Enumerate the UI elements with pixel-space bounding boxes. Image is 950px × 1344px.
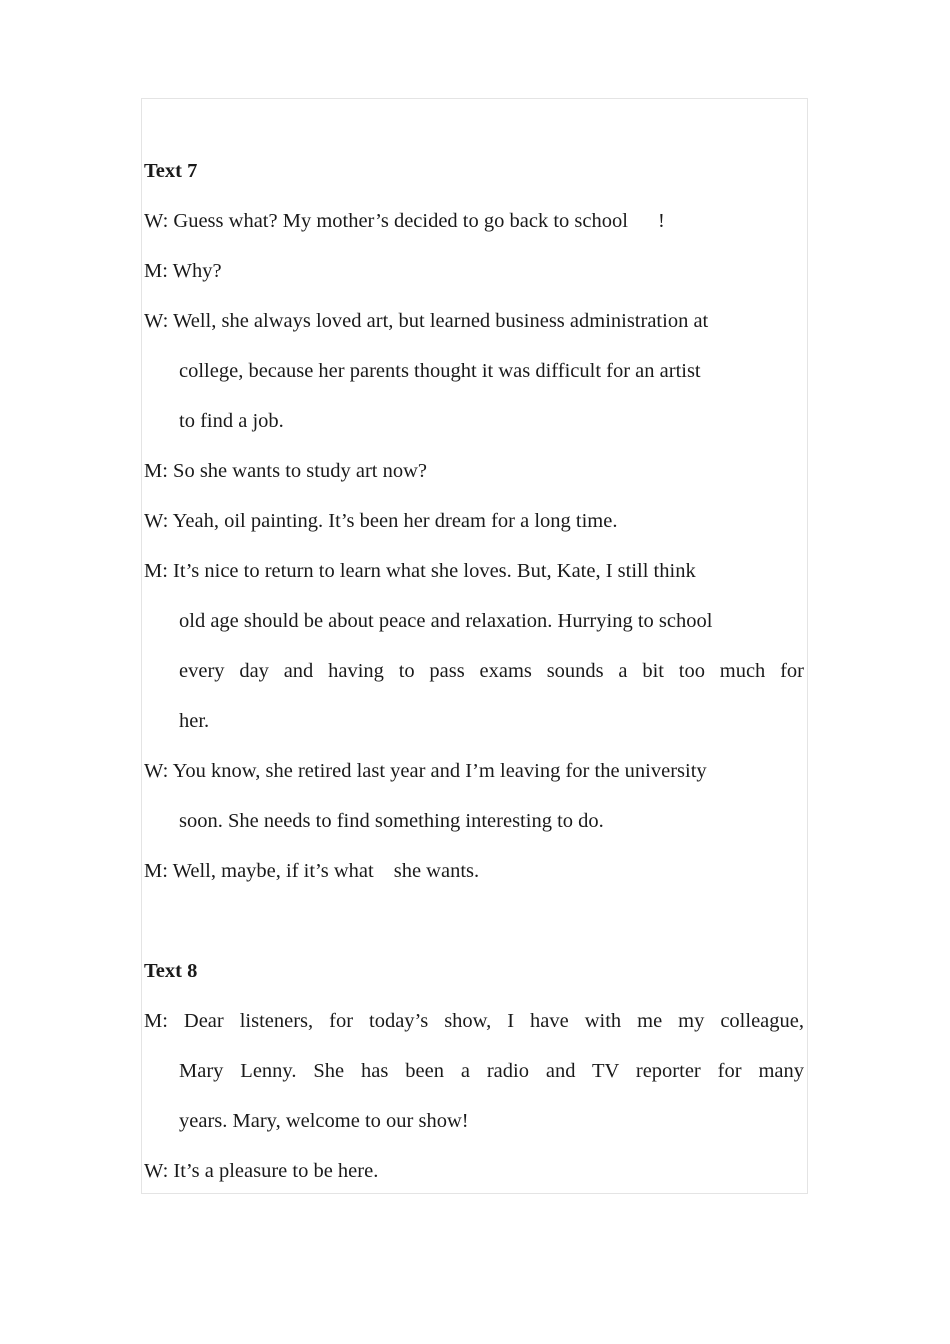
dialogue-line: M: Dear listeners, for today’s show, I have with me my colleague, [144,1010,804,1032]
dialogue-line-continued: college, because her parents thought it was difficult for an artist [179,360,701,382]
dialogue-line-continued: her. [179,710,210,732]
dialogue-line: M: Well, maybe, if it’s what she wants. [144,860,480,882]
dialogue-line: M: It’s nice to return to learn what she loves. But, Kate, I still think [144,560,696,582]
dialogue-line-continued: every day and having to pass exams sounds a bit too much for [179,660,804,682]
dialogue-line-continued: Mary Lenny. She has been a radio and TV reporter for many [179,1060,804,1082]
document-body [144,146,804,1196]
dialogue-line: W: Well, she always loved art, but learned business administration at [144,310,709,332]
dialogue-line: M: So she wants to study art now? [144,460,427,482]
dialogue-line-continued: to find a job. [179,410,284,432]
dialogue-line-continued: soon. She needs to find something interesting to do. [179,810,604,832]
dialogue-line: W: Guess what? My mother’s decided to go back to school ! [144,210,665,232]
dialogue-line-continued: years. Mary, welcome to our show! [179,1110,469,1132]
dialogue-line: M: Why? [144,260,222,282]
dialogue-line: W: You know, she retired last year and I’m leaving for the university [144,760,707,782]
dialogue-line-continued: old age should be about peace and relaxation. Hurrying to school [179,610,713,632]
dialogue-line: W: It’s a pleasure to be here. [144,1160,379,1182]
section-title-text-8: Text 8 [144,960,198,982]
dialogue-line: W: Yeah, oil painting. It’s been her dream for a long time. [144,510,618,532]
section-title-text-7: Text 7 [144,160,198,182]
